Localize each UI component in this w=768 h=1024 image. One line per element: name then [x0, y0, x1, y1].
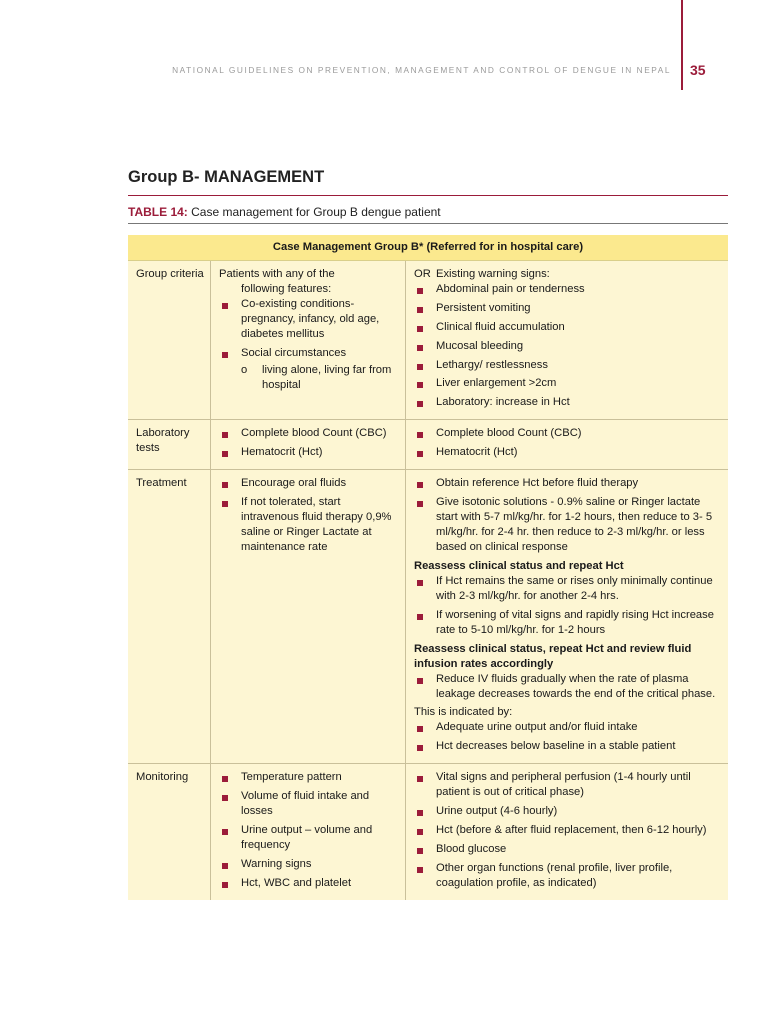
treatment-steps-list-1	[414, 476, 724, 555]
list-item: Vital signs and peripheral perfusion (1-4 hourly until patient is out of critical phase)	[414, 770, 724, 800]
list-item: Temperature pattern	[219, 770, 401, 785]
list-item: Co-existing conditions- pregnancy, infancy, old age, diabetes mellitus	[219, 297, 401, 342]
laboratory-left-cell	[211, 420, 406, 470]
list-item: Warning signs	[219, 857, 401, 872]
treatment-left-list	[219, 476, 401, 555]
running-header: NATIONAL GUIDELINES ON PREVENTION, MANAGEMENT AND CONTROL OF DENGUE IN NEPAL	[172, 65, 671, 75]
or-label: OR	[414, 268, 431, 280]
section-title: Group B- MANAGEMENT	[128, 168, 325, 186]
list-item: Hematocrit (Hct)	[414, 445, 724, 460]
treatment-right-cell	[406, 470, 729, 764]
list-item: Liver enlargement >2cm	[414, 376, 724, 391]
table-caption	[128, 205, 441, 219]
list-item: Complete blood Count (CBC)	[219, 426, 401, 441]
list-item: Urine output – volume and frequency	[219, 823, 401, 853]
table-heading: Case Management Group B* (Referred for in hospital care)	[128, 235, 728, 261]
row-label-group-criteria: Group criteria	[128, 261, 211, 420]
row-label-treatment: Treatment	[128, 470, 211, 764]
monitoring-left-cell	[211, 764, 406, 900]
treatment-steps-list-2	[414, 574, 724, 638]
list-item: If Hct remains the same or rises only minimally continue with 2-3 ml/kg/hr. for another 2-4 hrs.	[414, 574, 724, 604]
group-criteria-patients-cell	[211, 261, 406, 420]
list-item: Laboratory: increase in Hct	[414, 395, 724, 410]
monitoring-right-cell	[406, 764, 729, 900]
list-item: Hematocrit (Hct)	[219, 445, 401, 460]
case-management-table	[128, 235, 728, 900]
caption-label: TABLE 14:	[128, 205, 188, 219]
social-sublist	[241, 363, 401, 393]
patients-intro-cont: following features:	[241, 283, 332, 295]
header-vertical-rule	[681, 0, 683, 90]
list-item: Abdominal pain or tenderness	[414, 282, 724, 297]
list-item: Mucosal bleeding	[414, 339, 724, 354]
list-item: Blood glucose	[414, 842, 724, 857]
list-subitem: o living alone, living far from hospital	[241, 363, 401, 393]
row-label-laboratory: Laboratory tests	[128, 420, 211, 470]
list-item: Urine output (4-6 hourly)	[414, 804, 724, 819]
caption-rule	[128, 223, 728, 224]
laboratory-right-cell	[406, 420, 729, 470]
reassess-heading-2: Reassess clinical status, repeat Hct and review fluid infusion rates accordingly	[414, 642, 692, 670]
list-item: Reduce IV fluids gradually when the rate of plasma leakage decreases towards the end of the critical phase.	[414, 672, 724, 702]
group-criteria-warning-cell	[406, 261, 729, 420]
title-rule	[128, 195, 728, 196]
treatment-steps-list-4	[414, 720, 724, 754]
list-item: Obtain reference Hct before fluid therapy	[414, 476, 724, 491]
reassess-heading-1: Reassess clinical status and repeat Hct	[414, 559, 624, 572]
indicated-by: This is indicated by:	[414, 706, 513, 719]
social-circumstances-label: Social circumstances	[241, 346, 347, 359]
row-monitoring	[128, 764, 728, 900]
list-item: Other organ functions (renal profile, liver profile, coagulation profile, as indicated)	[414, 861, 724, 891]
monitoring-left-list	[219, 770, 401, 891]
list-item: Clinical fluid accumulation	[414, 320, 724, 335]
list-item: Give isotonic solutions - 0.9% saline or Ringer lactate start with 5-7 ml/kg/hr. for 1-2 hours, then reduce to 3- 5 ml/kg/hr. for 2-4 hr. then reduce to 2-3 ml/kg/hr. or less based on clinical response	[414, 495, 724, 555]
list-item: Encourage oral fluids	[219, 476, 401, 491]
row-group-criteria	[128, 261, 728, 420]
list-item: Volume of fluid intake and losses	[219, 789, 401, 819]
treatment-steps-list-3	[414, 672, 724, 702]
list-item: Persistent vomiting	[414, 301, 724, 316]
patients-intro: Patients with any of the	[219, 268, 335, 280]
list-item: Hct, WBC and platelet	[219, 876, 401, 891]
list-item: Adequate urine output and/or fluid intake	[414, 720, 724, 735]
laboratory-left-list	[219, 426, 401, 460]
patients-features-list	[219, 297, 401, 393]
list-item: Complete blood Count (CBC)	[414, 426, 724, 441]
warning-intro-row	[414, 267, 724, 282]
table-heading-row	[128, 235, 728, 261]
list-item	[219, 346, 401, 393]
warning-intro: Existing warning signs:	[436, 268, 550, 280]
row-label-monitoring: Monitoring	[128, 764, 211, 900]
list-item: Hct decreases below baseline in a stable patient	[414, 739, 724, 754]
row-laboratory	[128, 420, 728, 470]
caption-text: Case management for Group B dengue patient	[187, 205, 441, 219]
warning-signs-list	[414, 282, 724, 410]
list-item: If worsening of vital signs and rapidly rising Hct increase rate to 5-10 ml/kg/hr. for 1-2 hours	[414, 608, 724, 638]
list-item: If not tolerated, start intravenous fluid therapy 0,9% saline or Ringer Lactate at maintenance rate	[219, 495, 401, 555]
list-item: Lethargy/ restlessness	[414, 358, 724, 373]
treatment-left-cell	[211, 470, 406, 764]
page-number: 35	[690, 62, 706, 78]
laboratory-right-list	[414, 426, 724, 460]
monitoring-right-list	[414, 770, 724, 891]
row-treatment	[128, 470, 728, 764]
list-item: Hct (before & after fluid replacement, then 6-12 hourly)	[414, 823, 724, 838]
